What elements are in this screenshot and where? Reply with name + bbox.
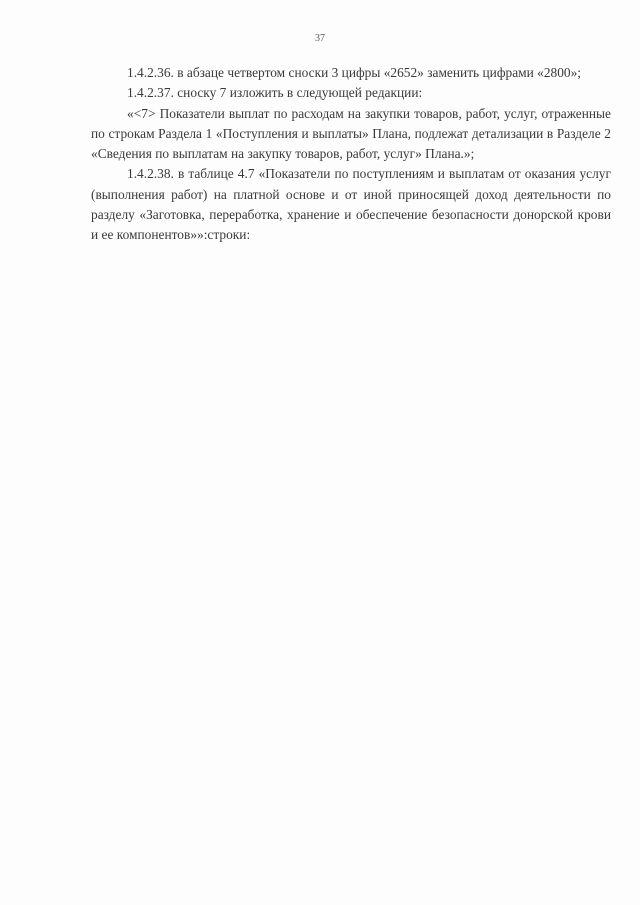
page-number: 37 <box>315 33 325 44</box>
paragraph-1-4-2-37: 1.4.2.37. сноску 7 изложить в следующей редакции: <box>127 85 423 101</box>
document-body <box>91 63 611 246</box>
paragraph-1-4-2-38: 1.4.2.38. в таблице 4.7 «Показатели по поступлениям и выплатам от оказания услуг (выполнения работ) на платной основе и от иной приносящей доход деятельности по разделу «Заготовка, переработка, хранение и обеспечение безопасности донорской крови и ее компонентов»»:строки: <box>91 166 611 243</box>
paragraph-1-4-2-36: 1.4.2.36. в абзаце четвертом сноски 3 цифры «2652» заменить цифрами «2800»; <box>127 65 582 80</box>
footnote-7-quote: «<7> Показатели выплат по расходам на закупки товаров, работ, услуг, отраженные по строкам Раздела 1 «Поступления и выплаты» Плана, подлежат детализации в Разделе 2 «Сведения по выплатам на закупку товаров, работ, услуг» Плана.»; <box>91 105 611 162</box>
